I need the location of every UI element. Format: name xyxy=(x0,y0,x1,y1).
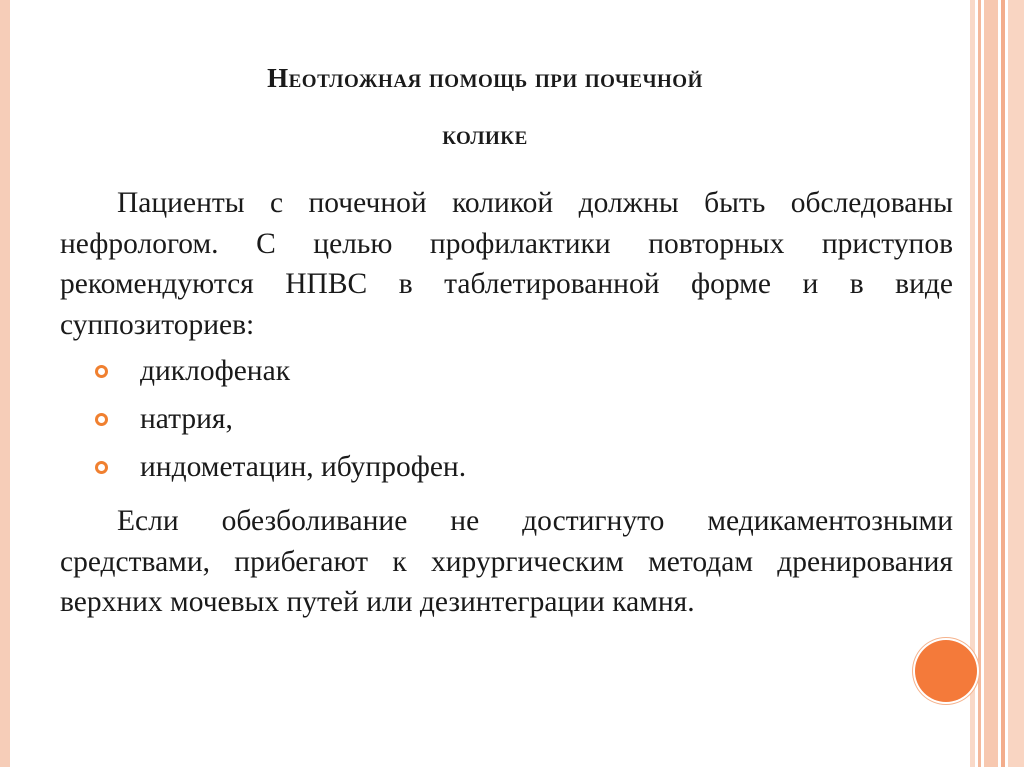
bullet-icon xyxy=(95,413,108,426)
list-item-text: натрия, xyxy=(140,403,233,435)
list-item xyxy=(60,351,953,399)
list-item xyxy=(60,399,953,447)
conclusion-paragraph: Если обезболивание не достигнуто медикаментозными средствами, прибегают к хирургическим методам дренирования верхних мочевых путей или дезинтеграции камня. xyxy=(60,505,953,618)
list-item-text: диклофенак xyxy=(140,355,291,387)
left-border-decoration xyxy=(0,0,10,767)
bullet-icon xyxy=(95,365,108,378)
slide-title xyxy=(70,50,900,164)
title-line-1: Неотложная помощь при почечной xyxy=(267,63,703,93)
drug-list xyxy=(60,351,953,495)
intro-paragraph: Пациенты с почечной коликой должны быть обследованы нефрологом. С целью профилактики повторных приступов рекомендуются НПВС в таблетированной форме и в виде суппозиториев: xyxy=(60,187,953,341)
list-item-text: индометацин, ибупрофен. xyxy=(140,451,467,483)
title-line-2: колике xyxy=(442,120,528,150)
list-item xyxy=(60,447,953,495)
slide-body xyxy=(60,183,953,623)
right-stripes-decoration xyxy=(970,0,1024,767)
bullet-icon xyxy=(95,461,108,474)
orange-circle-decoration xyxy=(915,640,977,702)
